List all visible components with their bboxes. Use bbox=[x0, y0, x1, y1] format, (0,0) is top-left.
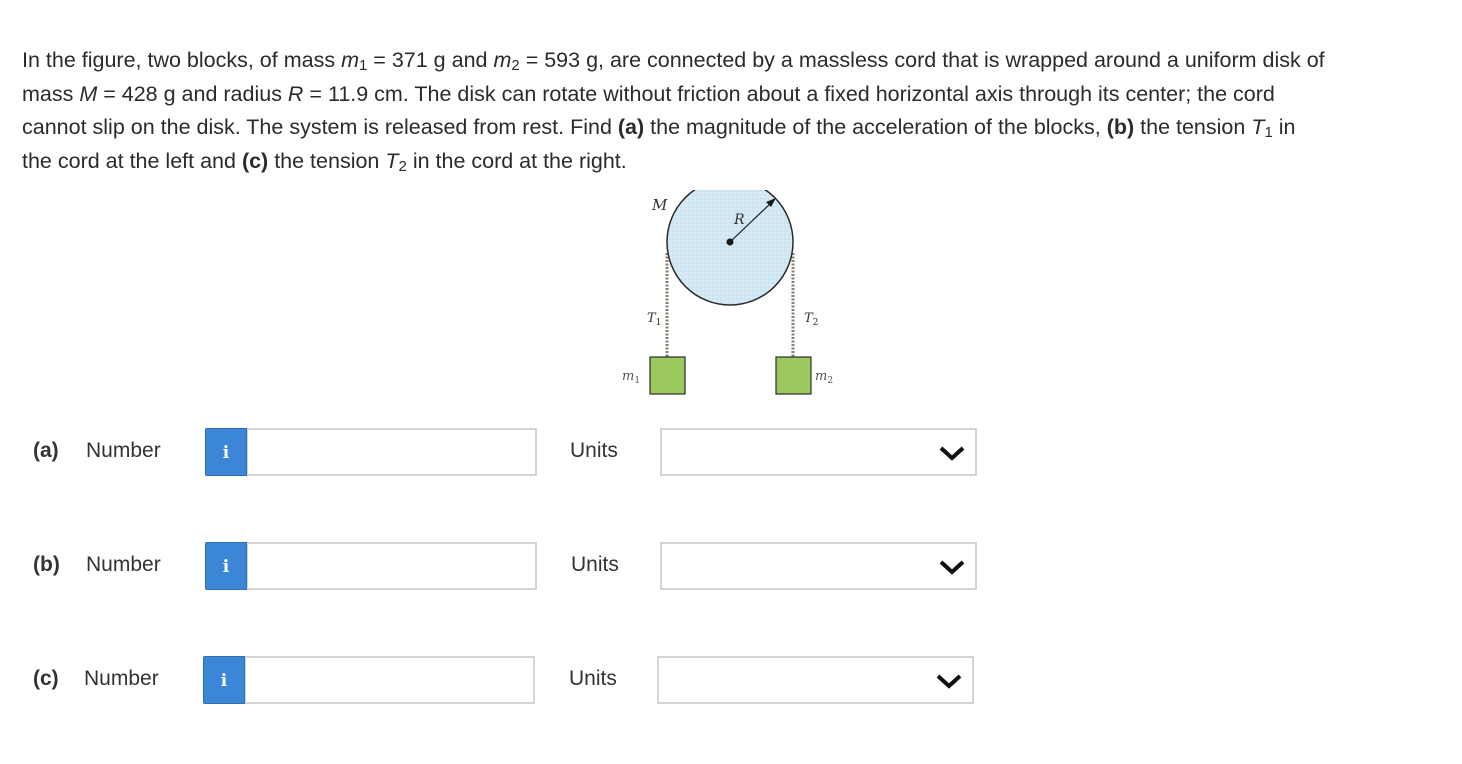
units-label: Units bbox=[570, 439, 618, 462]
chevron-down-icon bbox=[936, 670, 962, 692]
problem-text: the magnitude of the acceleration of the blocks, bbox=[644, 115, 1107, 139]
problem-text: in the cord at the right. bbox=[406, 148, 627, 173]
T1-label: $T_1$ bbox=[647, 311, 662, 328]
info-button[interactable]: i bbox=[205, 542, 247, 590]
part-label: (a) bbox=[33, 439, 59, 462]
answer-row-b bbox=[0, 541, 1000, 591]
problem-text: the cord at the left and bbox=[22, 148, 242, 173]
problem-text: = 593 g, are connected by a massless cord that is wrapped around a uniform disk of bbox=[519, 48, 1325, 72]
number-input[interactable] bbox=[247, 542, 537, 590]
m1-label: $m_1$ bbox=[622, 369, 641, 386]
number-input[interactable] bbox=[247, 428, 537, 476]
part-label: (c) bbox=[33, 667, 59, 690]
answer-row-a bbox=[0, 427, 1000, 477]
m2-symbol: m bbox=[493, 48, 512, 72]
problem-text: = 428 g and radius bbox=[97, 81, 288, 106]
m1-subscript: 1 bbox=[358, 57, 368, 74]
chevron-down-icon bbox=[939, 556, 965, 578]
m2-label: $m_2$ bbox=[815, 369, 834, 386]
problem-line-4 bbox=[22, 145, 1442, 179]
problem-text: cannot slip on the disk. The system is released from rest. Find bbox=[22, 115, 618, 139]
problem-line-1 bbox=[22, 44, 1442, 78]
T1-symbol: T bbox=[1251, 115, 1265, 139]
m1-symbol: m bbox=[341, 48, 359, 72]
answer-row-c bbox=[0, 655, 1000, 705]
units-select[interactable] bbox=[660, 428, 977, 476]
number-label: Number bbox=[86, 439, 161, 462]
problem-text: In the figure, two blocks, of mass bbox=[22, 48, 342, 72]
part-label: (b) bbox=[33, 553, 60, 576]
T2-subscript: 2 bbox=[398, 157, 407, 175]
m2-subscript: 2 bbox=[511, 57, 520, 74]
T1-subscript: 1 bbox=[1264, 124, 1273, 141]
problem-text: mass bbox=[22, 81, 80, 106]
problem-text: = 11.9 cm. The disk can rotate without friction about a fixed horizontal axis through its center; the cord bbox=[303, 81, 1275, 106]
info-button[interactable]: i bbox=[205, 428, 247, 476]
problem-line-3 bbox=[22, 111, 1442, 145]
part-b-ref: (b) bbox=[1106, 115, 1135, 139]
M-symbol: M bbox=[79, 81, 98, 106]
units-select[interactable] bbox=[657, 656, 974, 704]
chevron-down-icon bbox=[939, 442, 965, 464]
units-label: Units bbox=[571, 553, 619, 576]
number-label: Number bbox=[84, 667, 159, 690]
radius-R-label: R bbox=[734, 212, 745, 228]
units-label: Units bbox=[569, 667, 617, 690]
units-select[interactable] bbox=[660, 542, 977, 590]
block-m1 bbox=[650, 357, 685, 394]
T2-symbol: T bbox=[385, 148, 399, 173]
problem-text: the tension bbox=[1134, 115, 1252, 139]
disk bbox=[667, 190, 793, 305]
number-label: Number bbox=[86, 553, 161, 576]
R-symbol: R bbox=[287, 81, 304, 106]
problem-text: in bbox=[1272, 115, 1296, 139]
info-button[interactable]: i bbox=[203, 656, 245, 704]
T2-label: $T_2$ bbox=[804, 311, 819, 328]
number-input[interactable] bbox=[245, 656, 535, 704]
problem-text: the tension bbox=[268, 148, 386, 173]
block-m2 bbox=[776, 357, 811, 394]
part-c-ref: (c) bbox=[241, 148, 269, 173]
mass-M-label: M bbox=[652, 196, 668, 214]
problem-text: = 371 g and bbox=[367, 48, 494, 72]
problem-line-2 bbox=[22, 78, 1442, 112]
pulley-figure bbox=[600, 190, 860, 405]
problem-statement bbox=[22, 44, 1442, 178]
part-a-ref: (a) bbox=[617, 115, 645, 139]
